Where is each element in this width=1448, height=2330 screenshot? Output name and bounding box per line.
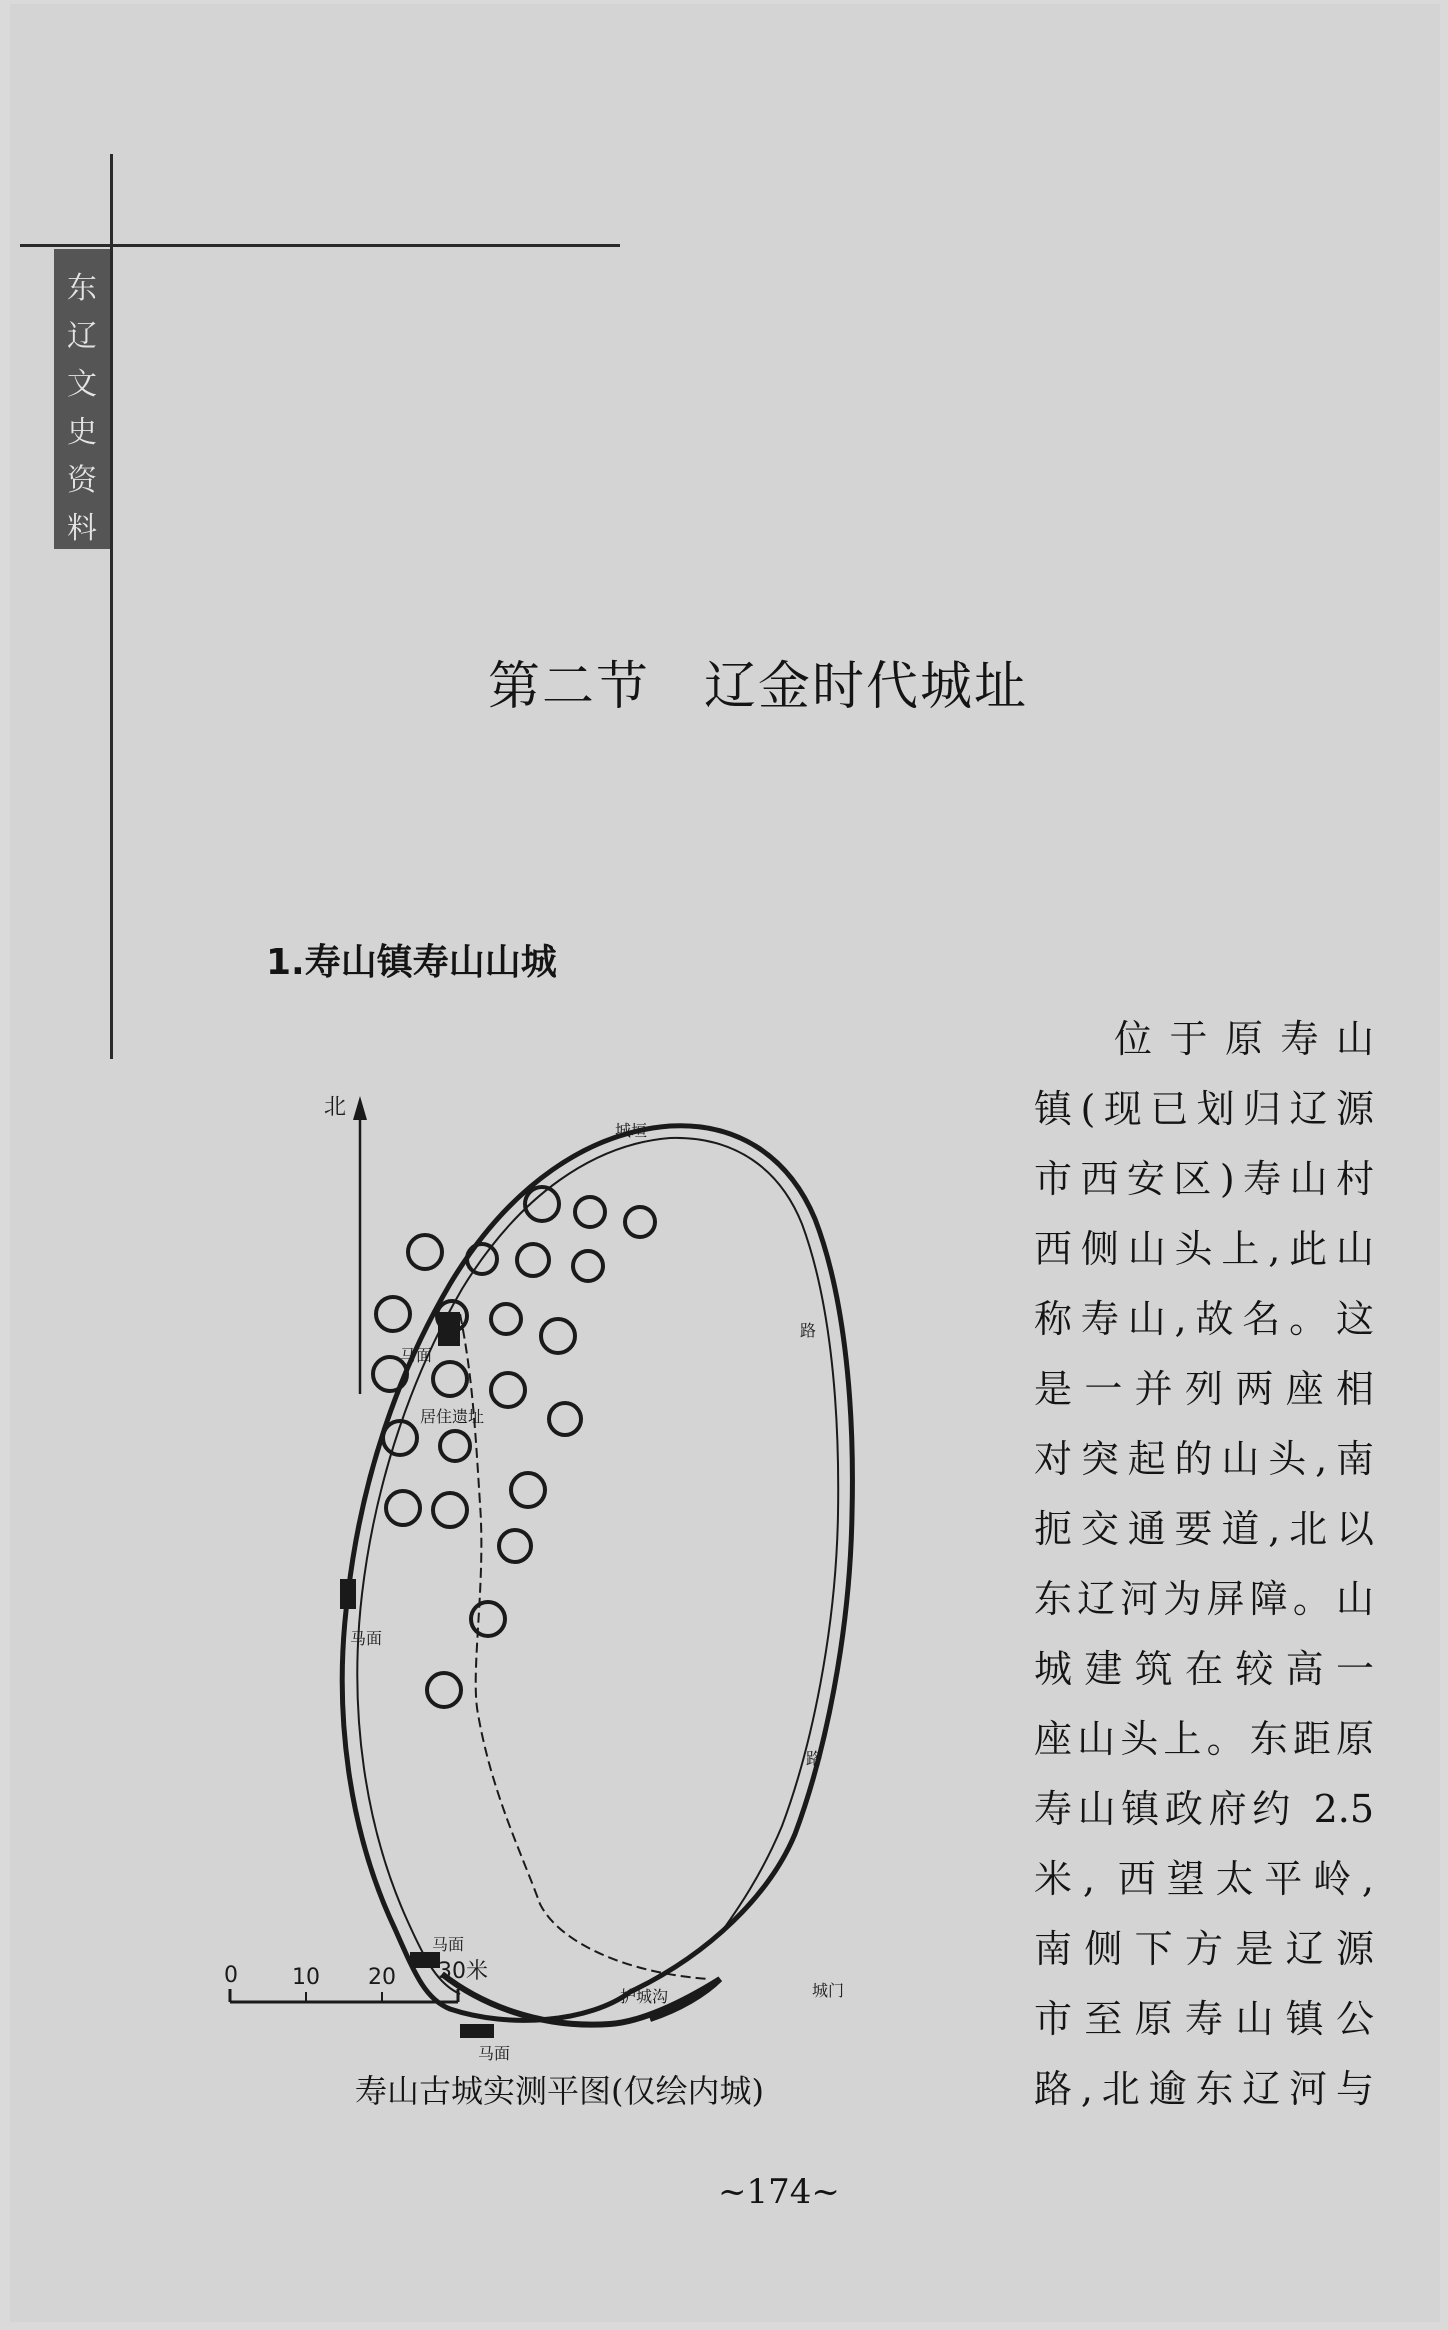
wall-label: 城垣 — [615, 1121, 648, 1140]
scale-tick-label: 10 — [292, 1965, 320, 1990]
body-line: 扼交通要道,北以 — [1034, 1507, 1374, 1551]
series-side-tab — [54, 249, 110, 549]
residence-pit — [511, 1473, 545, 1507]
residence-label: 居住遗址 — [420, 1407, 485, 1426]
residence-pit — [517, 1244, 549, 1276]
scale-tick-label: 30米 — [438, 1959, 488, 1984]
body-line: 镇(现已划归辽源 — [1034, 1087, 1374, 1131]
residence-pit — [440, 1431, 470, 1461]
residence-pit — [499, 1530, 531, 1562]
residence-pit — [625, 1207, 655, 1237]
city-plan-map — [210, 1074, 1010, 2064]
city-wall-outer — [342, 1126, 852, 2021]
residence-pit — [433, 1493, 467, 1527]
north-arrow — [324, 1095, 367, 1394]
horizontal-rule — [20, 244, 620, 247]
residence-pit — [427, 1673, 461, 1707]
body-line: 位于原寿山 — [1114, 1017, 1374, 1061]
residence-pit — [541, 1319, 575, 1353]
gate-label: 城门 — [812, 1981, 845, 2000]
city-wall-inner-east — [670, 1138, 838, 1934]
residence-pit — [408, 1235, 442, 1269]
body-line: 市至原寿山镇公 — [1034, 1997, 1374, 2041]
road-label: 路 — [800, 1321, 817, 1340]
residence-pit — [471, 1602, 505, 1636]
book-page — [10, 4, 1440, 2322]
mamian-mark — [460, 2024, 494, 2038]
mamian-label: 马面 — [478, 2044, 511, 2063]
side-tab-char: 史 — [67, 415, 97, 450]
mamian-mark — [340, 1579, 356, 1609]
residence-pits — [373, 1187, 655, 1707]
subsection-title: 1.寿山镇寿山山城 — [266, 942, 557, 983]
side-tab-char: 辽 — [67, 319, 97, 354]
body-line: 对突起的山头,南 — [1034, 1437, 1374, 1481]
mamian-label: 马面 — [432, 1935, 465, 1954]
side-tab-char: 东 — [67, 271, 97, 306]
residence-pit — [491, 1304, 521, 1334]
road-label: 路 — [806, 1749, 823, 1768]
body-line: 南侧下方是辽源 — [1034, 1927, 1374, 1971]
moat-label: 护城沟 — [620, 1987, 669, 2006]
vertical-rule — [110, 154, 113, 1059]
side-tab-char: 资 — [67, 463, 97, 498]
scale-bar — [224, 1959, 488, 2002]
mamian-mark — [410, 1952, 440, 1968]
body-line: 西侧山头上,此山 — [1034, 1227, 1374, 1271]
body-line: 东辽河为屏障。山 — [1034, 1577, 1374, 1621]
mamian-label: 马面 — [400, 1346, 433, 1365]
body-line: 是一并列两座相 — [1034, 1367, 1374, 1411]
body-line: 米, 西望太平岭, — [1034, 1857, 1374, 1901]
body-line: 座山头上。东距原 — [1034, 1717, 1374, 1761]
north-label: 北 — [324, 1095, 347, 1120]
residence-pit — [386, 1491, 420, 1525]
scale-tick-label: 0 — [224, 1963, 238, 1988]
residence-pit — [491, 1373, 525, 1407]
body-line: 城建筑在较高一 — [1034, 1647, 1374, 1691]
page-number: ~174~ — [718, 2172, 840, 2212]
inner-road — [460, 1314, 710, 1979]
residence-pit — [376, 1297, 410, 1331]
body-line: 市西安区)寿山村 — [1034, 1157, 1374, 1201]
body-line: 称寿山,故名。这 — [1034, 1297, 1374, 1341]
body-line: 路,北逾东辽河与 — [1034, 2067, 1374, 2111]
body-text — [1034, 1004, 1374, 2124]
mamian-label: 马面 — [350, 1629, 383, 1648]
residence-pit — [549, 1403, 581, 1435]
residence-pit — [433, 1362, 467, 1396]
city-wall-inner — [357, 1138, 670, 1994]
residence-pit — [573, 1251, 603, 1281]
scale-tick-label: 20 — [368, 1965, 396, 1990]
body-line: 寿山镇政府约 2.5 — [1034, 1787, 1374, 1831]
figure-caption: 寿山古城实测平图(仅绘内城) — [355, 2072, 764, 2110]
side-tab-char: 文 — [67, 367, 97, 402]
residence-pit — [575, 1197, 605, 1227]
section-title: 第二节 辽金时代城址 — [488, 657, 1029, 717]
side-tab-char: 料 — [67, 511, 97, 546]
